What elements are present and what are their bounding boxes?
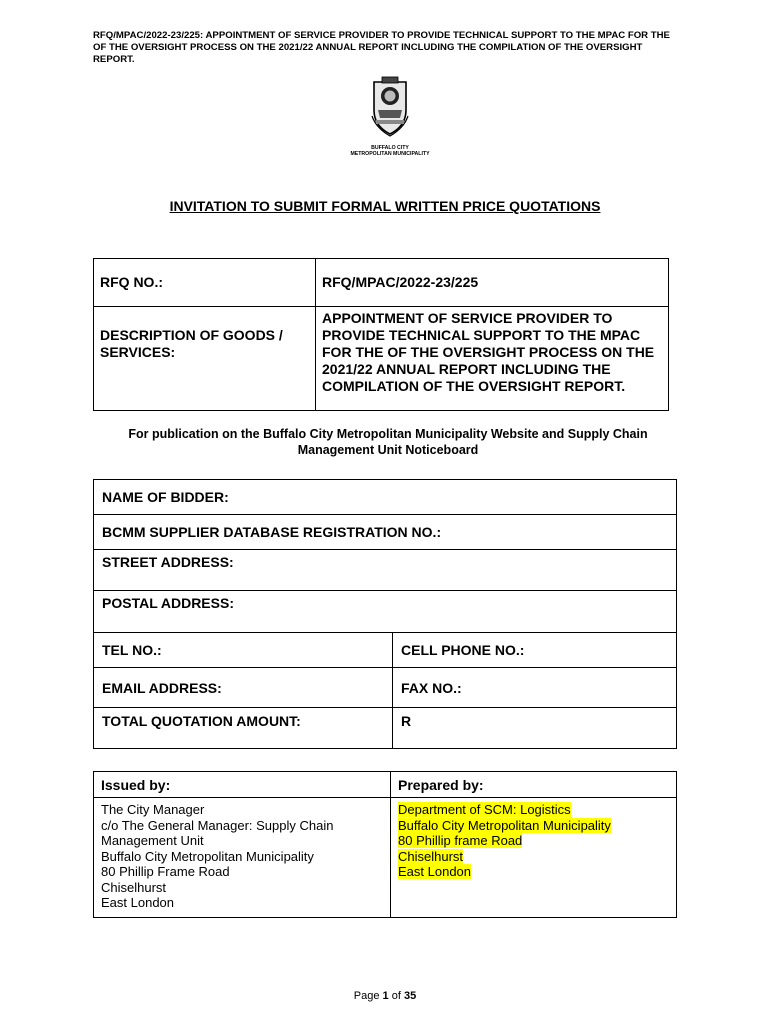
email-address-field[interactable]: EMAIL ADDRESS: [94,668,393,708]
prepared-by-address [391,798,677,918]
page-title: INVITATION TO SUBMIT FORMAL WRITTEN PRICE QUOTATIONS [169,198,601,214]
page-number-footer [0,990,770,1002]
fax-number-field[interactable]: FAX NO.: [393,668,677,708]
issued-by-line: East London [101,895,175,910]
page-total: 35 [403,990,417,1002]
rfq-number-value: RFQ/MPAC/2022-23/225 [316,259,669,307]
rfq-details-table [93,258,669,411]
page-number: 1 [382,990,389,1002]
logo-caption-line1: BUFFALO CITY [371,145,409,151]
issued-by-line: Chiselhurst [101,879,167,895]
prepared-by-line: 80 Phillip frame Road [398,833,523,848]
issued-by-line: 80 Phillip Frame Road [101,864,230,879]
cell-phone-field[interactable]: CELL PHONE NO.: [393,633,677,668]
bidder-name-field[interactable]: NAME OF BIDDER: [94,480,677,515]
issued-by-address [94,798,391,918]
description-label: DESCRIPTION OF GOODS / SERVICES: [94,307,316,411]
issued-by-heading: Issued by: [94,772,391,798]
postal-address-field[interactable]: POSTAL ADDRESS: [94,591,677,633]
total-quotation-label: TOTAL QUOTATION AMOUNT: [94,708,393,749]
logo-caption-line2: METROPOLITAN MUNICIPALITY [350,151,430,157]
prepared-by-line: East London [398,864,472,879]
tel-number-field[interactable]: TEL NO.: [94,633,393,668]
issued-by-line: c/o The General Manager: Supply Chain Management Unit [101,817,334,848]
street-address-field[interactable]: STREET ADDRESS: [94,550,677,591]
issued-by-line: The City Manager [101,802,205,817]
document-reference-header: RFQ/MPAC/2022-23/225: APPOINTMENT OF SERVICE PROVIDER TO PROVIDE TECHNICAL SUPPORT TO THE MPAC FOR THE OF THE OVERSIGHT PROCESS ON THE 2021/22 ANNUAL REPORT INCLUDING THE COMPILATION OF THE OVERSIGHT REPORT. [93,30,670,65]
of-word: of [391,990,401,1002]
rfq-number-label: RFQ NO.: [94,259,316,307]
crest-icon [370,76,410,138]
prepared-by-line: Chiselhurst [398,848,464,864]
registration-number-field[interactable]: BCMM SUPPLIER DATABASE REGISTRATION NO.: [94,515,677,550]
bidder-details-form [93,479,677,749]
page-word: Page [353,990,380,1002]
issued-by-line: Buffalo City Metropolitan Municipality [101,848,314,864]
prepared-by-heading: Prepared by: [391,772,677,798]
publication-note: For publication on the Buffalo City Metropolitan Municipality Website and Supply Chain Management Unit Noticeboard [128,427,648,457]
prepared-by-line: Buffalo City Metropolitan Municipality [398,817,611,833]
description-value: APPOINTMENT OF SERVICE PROVIDER TO PROVIDE TECHNICAL SUPPORT TO THE MPAC FOR THE OF THE OVERSIGHT PROCESS ON THE 2021/22 ANNUAL REPORT INCLUDING THE COMPILATION OF THE OVERSIGHT REPORT. [316,307,669,411]
total-quotation-amount-field[interactable]: R [393,708,677,749]
municipality-logo [340,76,440,157]
prepared-by-line: Department of SCM: Logistics [398,802,571,817]
issuer-preparer-table [93,771,677,918]
